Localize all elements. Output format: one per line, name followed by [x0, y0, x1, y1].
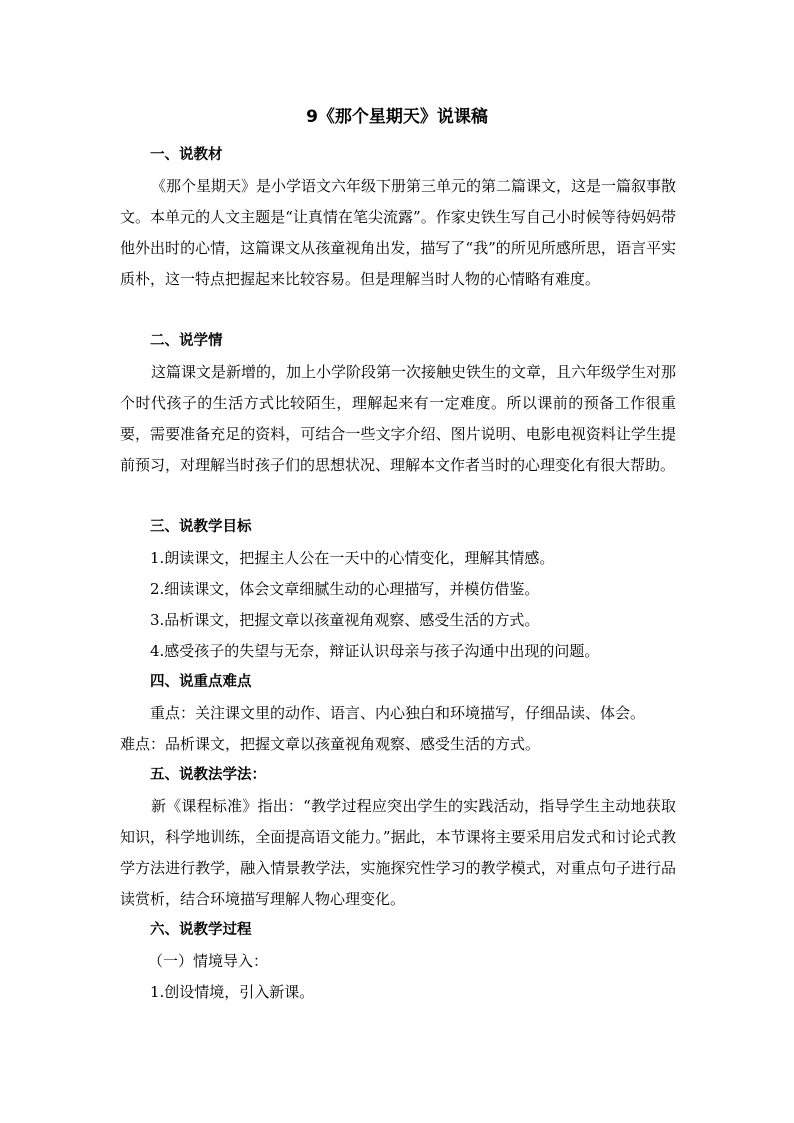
section-textbook	[120, 140, 676, 295]
section-paragraph: 这篇课文是新增的，加上小学阶段第一次接触史铁生的文章，且六年级学生对那个时代孩子的生活方式比较陌生，理解起来有一定难度。所以课前的预备工作很重要，需要准备充足的资料，可结合一些文字介绍、图片说明、电影电视资料让学生提前预习，对理解当时孩子们的思想状况、理解本文作者当时的心理变化有很大帮助。	[120, 363, 677, 474]
section-heading: 四、说重点难点	[150, 674, 252, 690]
section-heading: 六、说教学过程	[150, 922, 252, 938]
goal-item: 4.感受孩子的失望与无奈，辩证认识母亲与孩子沟通中出现的问题。	[150, 642, 600, 660]
document-title: 9《那个星期天》说课稿	[306, 107, 488, 127]
section-heading: 三、说教学目标	[150, 519, 252, 535]
section-paragraph: 新《课程标准》指出：“教学过程应突出学生的实践活动，指导学生主动地获取知识，科学地训练，全面提高语文能力。”据此，本节课将主要采用启发式和讨论式教学方法进行教学，融入情景教学法，实施探究性学习的教学模式，对重点句子进行品读赏析，结合环境描写理解人物心理变化。	[120, 797, 676, 908]
goal-item: 1.朗读课文，把握主人公在一天中的心情变化，理解其情感。	[150, 549, 555, 567]
section-methods	[120, 760, 676, 915]
section-heading: 二、说学情	[150, 333, 223, 349]
section-paragraph: 《那个星期天》是小学语文六年级下册第三单元的第二篇课文，这是一篇叙事散文。本单元的人文主题是“让真情在笔尖流露”。作家史铁生写自己小时候等待妈妈带他外出时的心情，这篇课文从孩童视角出发，描写了“我”的所见所感所思，语言平实质朴，这一特点把握起来比较容易。但是理解当时人物的心情略有难度。	[120, 177, 677, 288]
difficult-point: 难点：品析课文，把握文章以孩童视角观察、感受生活的方式。	[120, 735, 541, 753]
process-item: 1.创设情境，引入新课。	[150, 983, 315, 1001]
section-learners	[120, 326, 676, 481]
section-teaching-process	[120, 915, 676, 1008]
section-heading: 五、说教法学法：	[150, 767, 266, 783]
goal-item: 3.品析课文，把握文章以孩童视角观察、感受生活的方式。	[150, 611, 540, 629]
section-teaching-goals	[120, 512, 676, 667]
subsection-heading: （一）情境导入：	[148, 952, 269, 970]
goal-item: 2.细读课文，体会文章细腻生动的心理描写，并模仿借鉴。	[150, 580, 540, 598]
key-point: 重点：关注课文里的动作、语言、内心独白和环境描写，仔细品读、体会。	[150, 704, 646, 722]
section-heading: 一、说教材	[150, 147, 223, 163]
section-key-difficult-points	[120, 667, 676, 760]
